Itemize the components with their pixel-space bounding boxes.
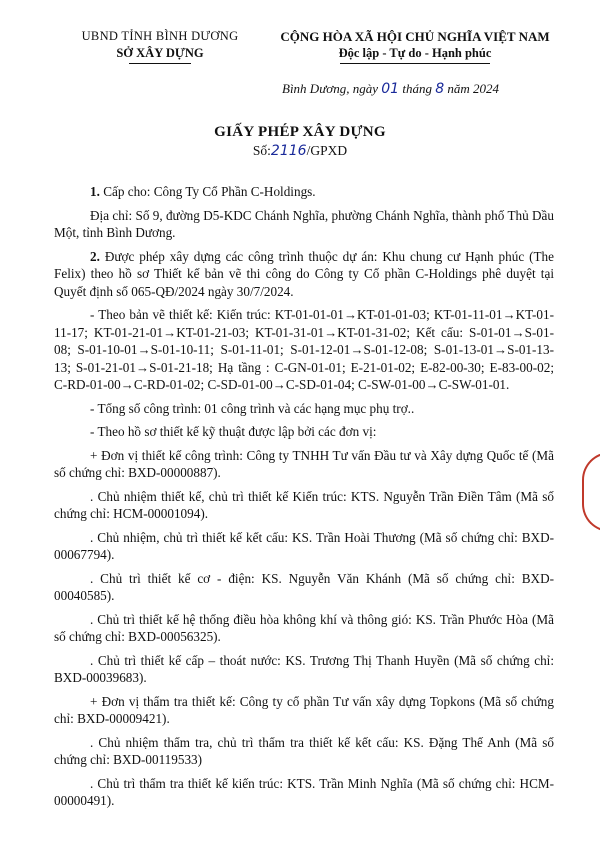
seal-stamp [582, 452, 600, 532]
total-works-paragraph: - Tổng số công trình: 01 công trình và các hạng mục phụ trợ.. [90, 400, 415, 416]
motto-underline [340, 63, 490, 64]
review-structure-paragraph: . Chủ nhiệm thẩm tra, chủ trì thẩm tra thiết kế kết cấu: KS. Đặng Thế Anh (Mã số chứng chỉ: BXD-00119533) [54, 734, 554, 767]
permit-number-suffix: /GPXD [306, 143, 348, 158]
designer-unit-paragraph: + Đơn vị thiết kế công trình: Công ty TNHH Tư vấn Đầu tư và Xây dựng Quốc tế (Mã số chứng chỉ: BXD-00000887). [54, 447, 554, 480]
date-day: 01 [381, 81, 400, 97]
architecture-lead-paragraph: . Chủ nhiệm thiết kế, chủ trì thiết kế Kiến trúc: KTS. Nguyễn Trần Điền Tâm (Mã số chứng chỉ: HCM-00001094). [54, 488, 554, 521]
province-committee: UBND TỈNH BÌNH DƯƠNG [81, 29, 239, 43]
review-unit-paragraph: + Đơn vị thẩm tra thiết kế: Công ty cổ phần Tư vấn xây dựng Topkons (Mã số chứng chỉ: BXD-00009421). [54, 693, 554, 726]
permit-number-value: 2116 [270, 143, 307, 159]
section-1 [54, 183, 554, 201]
permit-number [0, 143, 600, 159]
drawings-paragraph: - Theo bản vẽ thiết kế: Kiến trúc: KT-01-01-01→KT-01-01-03; KT-01-11-01→KT-01-11-17; KT-01-21-01→KT-01-21-03; KT-01-31-01→KT-01-31-02; Kết cấu: S-01-01→S-01-08; S-01-10-01→S-01-10-11; S-01-11-01; S-01-12-01→S-01-12-08; S-01-13-01→S-01-13-13; S-01-21-01→S-01-21-18; Hạ tầng : C-GN-01-01; E-21-01-02; E-82-00-30; E-83-00-02; C-RD-01-00→C-RD-01-02; C-SD-01-00→C-SD-01-04; C-SW-01-00→C-SW-01-01. [54, 307, 554, 392]
issue-date [282, 81, 499, 97]
section-2-number: 2. [90, 248, 100, 264]
national-motto: Độc lập - Tự do - Hạnh phúc [338, 46, 492, 60]
date-year: năm 2024 [447, 81, 500, 96]
date-prefix: Bình Dương, ngày [282, 81, 378, 96]
section-1-number: 1. [90, 184, 100, 199]
section-2 [54, 248, 554, 301]
hvac-lead-paragraph: . Chủ trì thiết kế hệ thống điều hòa không khí và thông gió: KS. Trần Phước Hòa (Mã số chứng chỉ: BXD-00056325). [54, 611, 554, 644]
date-month-label: tháng [402, 81, 432, 96]
national-header [240, 28, 590, 64]
section-1-text: Cấp cho: Công Ty Cổ Phần C-Holdings. [103, 184, 316, 199]
department-name: SỞ XÂY DỰNG [116, 46, 204, 60]
structure-lead-paragraph: . Chủ nhiệm, chủ trì thiết kế kết cấu: KS. Trần Hoài Thương (Mã số chứng chỉ: BXD-00067794). [54, 529, 554, 562]
document-title: GIẤY PHÉP XÂY DỰNG [214, 124, 386, 140]
mechanical-electrical-lead-paragraph: . Chủ trì thiết kế cơ - điện: KS. Nguyễn Văn Khánh (Mã số chứng chỉ: BXD-00040585). [54, 570, 554, 603]
date-month: 8 [435, 81, 445, 97]
review-architecture-paragraph: . Chủ trì thẩm tra thiết kế kiến trúc: KTS. Trần Minh Nghĩa (Mã số chứng chỉ: HCM-00000491). [54, 775, 554, 808]
water-lead-paragraph: . Chủ trì thiết kế cấp – thoát nước: KS. Trương Thị Thanh Huyền (Mã số chứng chỉ: BXD-00039683). [54, 652, 554, 685]
dossier-paragraph: - Theo hồ sơ thiết kế kỹ thuật được lập bởi các đơn vị: [90, 424, 377, 439]
permit-number-prefix: Số: [252, 143, 271, 158]
authority-underline [129, 63, 191, 64]
document-body [54, 183, 554, 816]
country-name: CỘNG HÒA XÃ HỘI CHỦ NGHĨA VIỆT NAM [280, 29, 550, 44]
address-paragraph: Địa chỉ: Số 9, đường D5-KDC Chánh Nghĩa, phường Chánh Nghĩa, thành phố Thủ Dầu Một, tỉnh Bình Dương. [54, 207, 554, 240]
section-2-text: Được phép xây dựng các công trình thuộc dự án: Khu chung cư Hạnh phúc (The Felix) theo hồ sơ Thiết kế bản vẽ thi công do Công ty Cổ phần C-Holdings phê duyệt tại Quyết định số 065-QĐ/2024 ngày 30/7/2024. [54, 248, 554, 299]
